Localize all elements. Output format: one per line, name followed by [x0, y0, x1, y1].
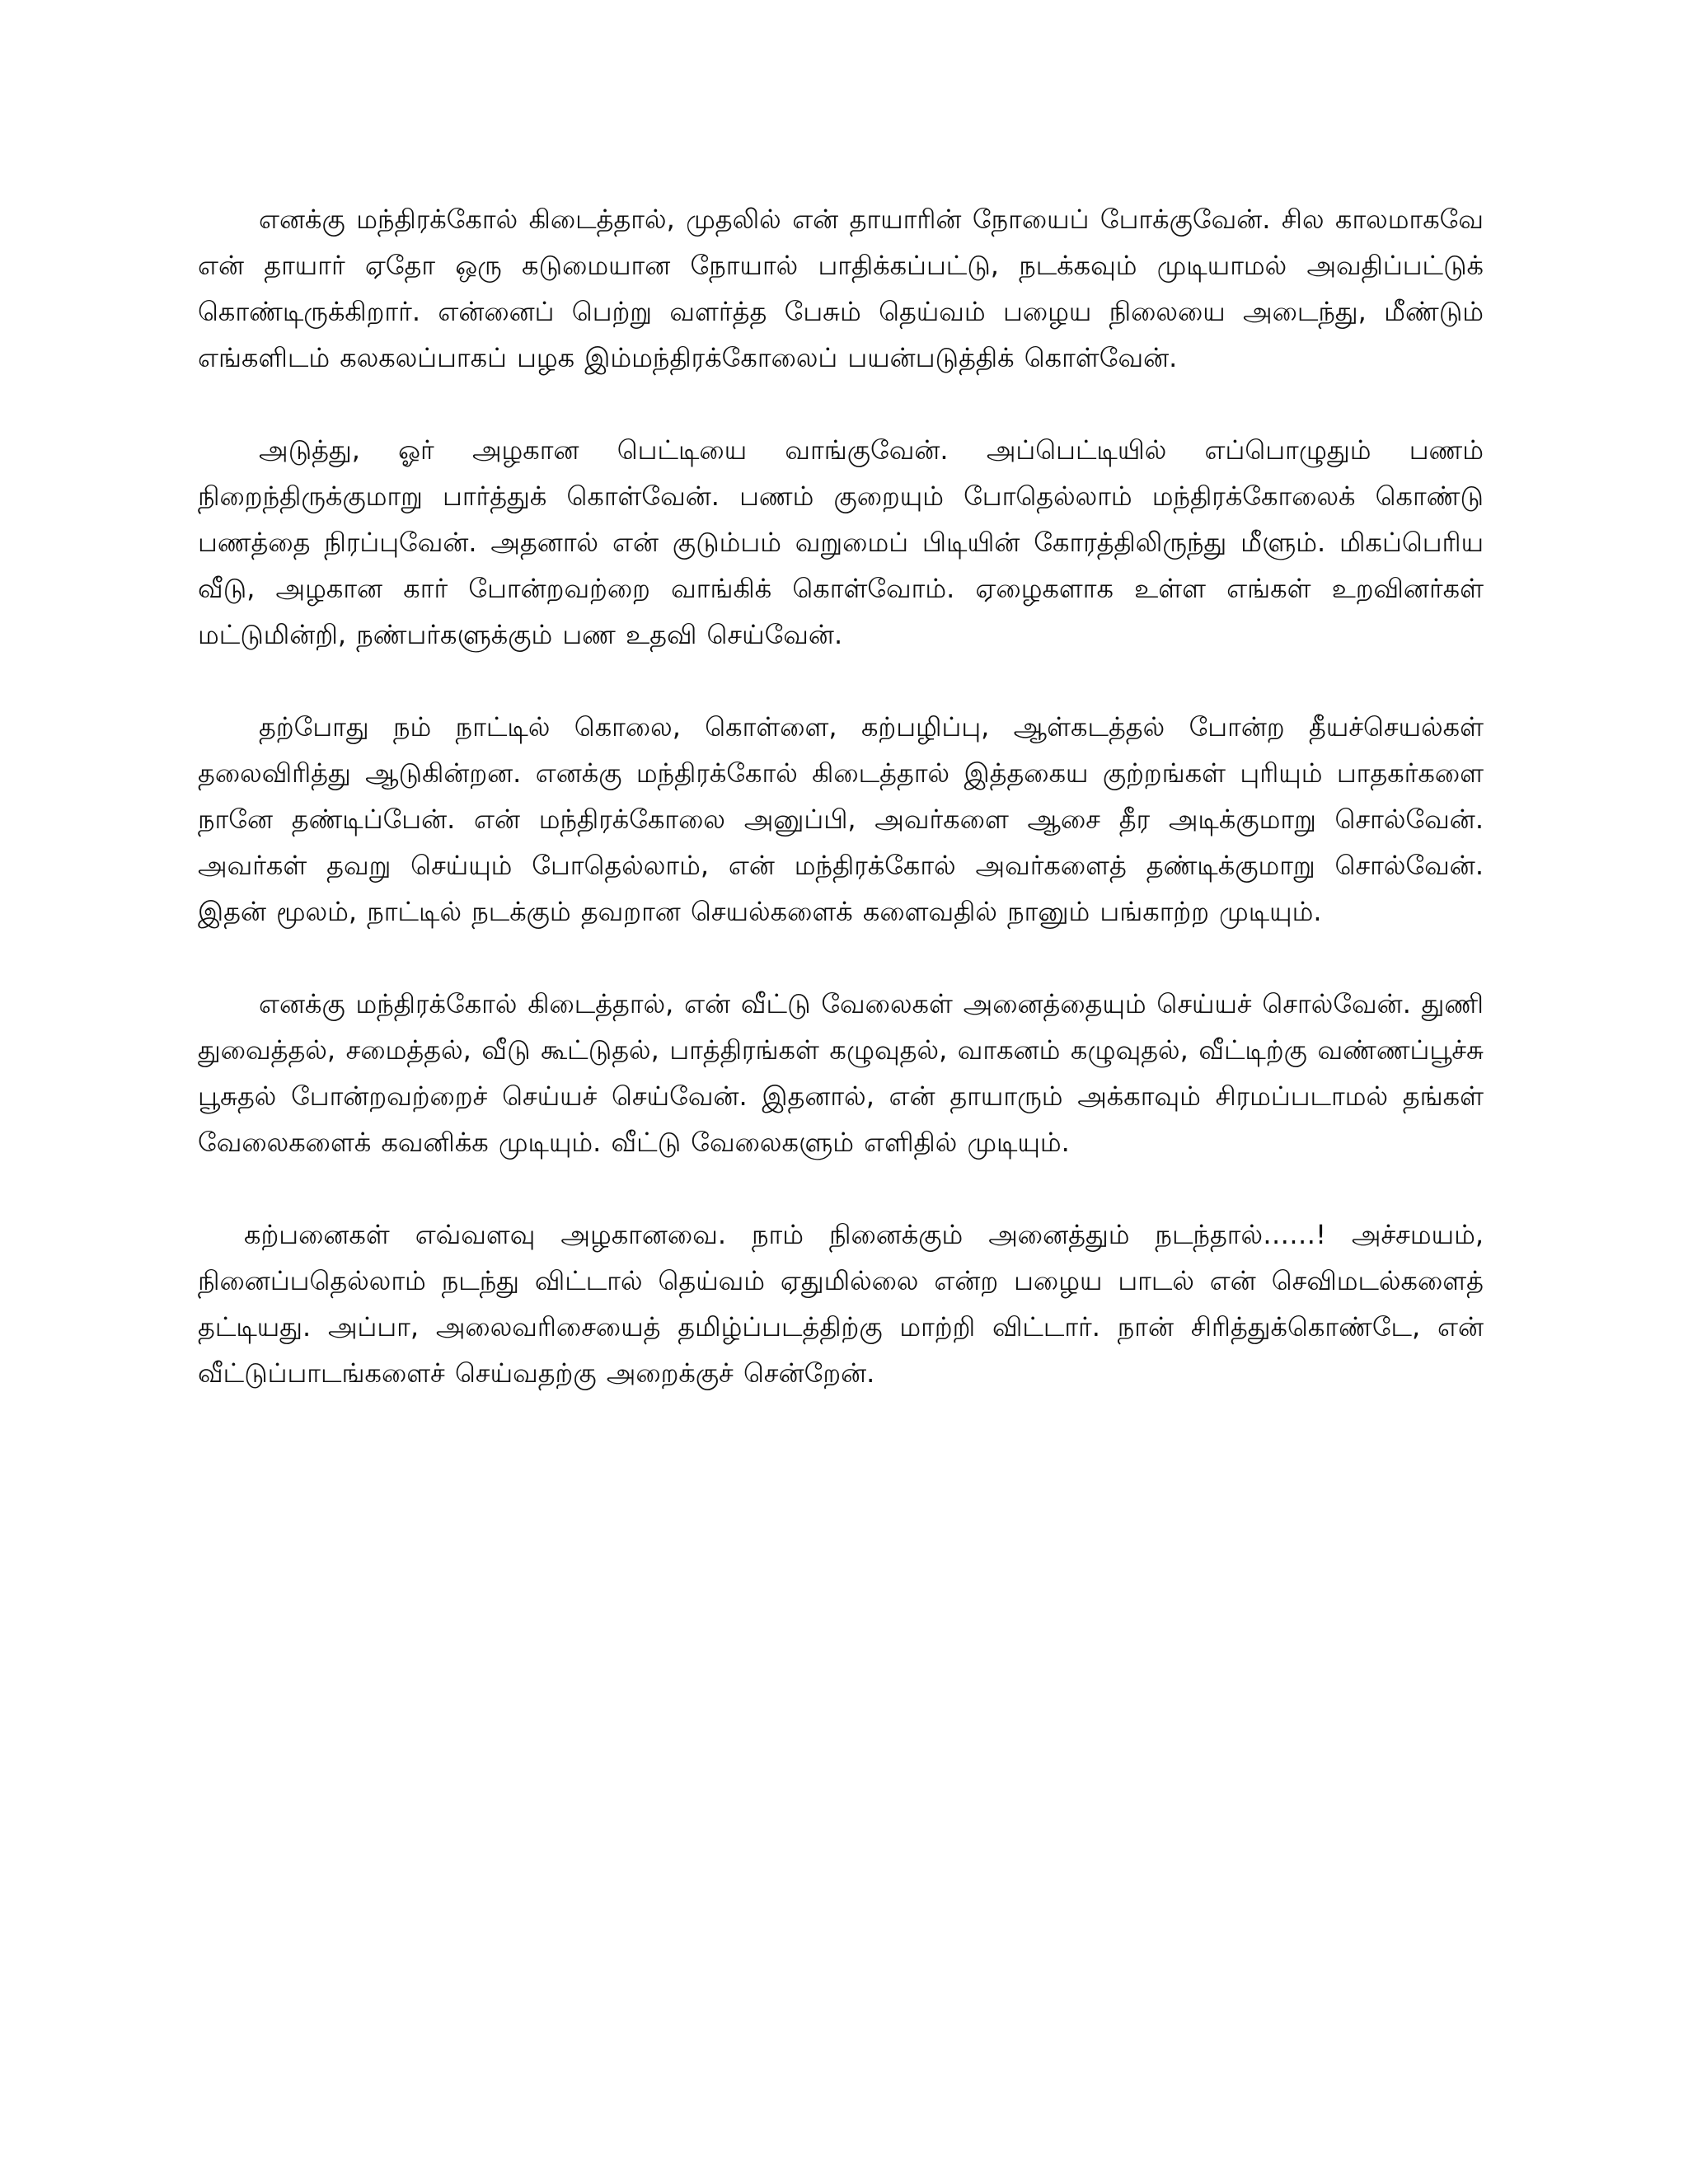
document-body	[198, 196, 1484, 1396]
paragraph-wish-mother-health: எனக்கு மந்திரக்கோல் கிடைத்தால், முதலில் என் தாயாரின் நோயைப் போக்குவேன். சில காலமாகவே என் தாயார் ஏதோ ஒரு கடுமையான நோயால் பாதிக்கப்பட்டு, நடக்கவும் முடியாமல் அவதிப்பட்டுக் கொண்டிருக்கிறார். என்னைப் பெற்று வளர்த்த பேசும் தெய்வம் பழைய நிலையை அடைந்து, மீண்டும் எங்களிடம் கலகலப்பாகப் பழக இம்மந்திரக்கோலைப் பயன்படுத்திக் கொள்வேன்.	[198, 204, 1484, 373]
paragraph-conclusion: கற்பனைகள் எவ்வளவு அழகானவை. நாம் நினைக்கும் அனைத்தும் நடந்தால்……! அச்சமயம், நினைப்பதெல்லாம் நடந்து விட்டால் தெய்வம் ஏதுமில்லை என்ற பழைய பாடல் என் செவிமடல்களைத் தட்டியது. அப்பா, அலைவரிசையைத் தமிழ்ப்படத்திற்கு மாற்றி விட்டார். நான் சிரித்துக்கொண்டே, என் வீட்டுப்பாடங்களைச் செய்வதற்கு அறைக்குச் சென்றேன்.	[198, 1219, 1484, 1389]
paragraph-wish-housework: எனக்கு மந்திரக்கோல் கிடைத்தால், என் வீட்டு வேலைகள் அனைத்தையும் செய்யச் சொல்வேன். துணி துவைத்தல், சமைத்தல், வீடு கூட்டுதல், பாத்திரங்கள் கழுவுதல், வாகனம் கழுவுதல், வீட்டிற்கு வண்ணப்பூச்சு பூசுதல் போன்றவற்றைச் செய்யச் செய்வேன். இதனால், என் தாயாரும் அக்காவும் சிரமப்படாமல் தங்கள் வேலைகளைக் கவனிக்க முடியும். வீட்டு வேலைகளும் எளிதில் முடியும்.	[198, 988, 1484, 1158]
paragraph-wish-punish-criminals: தற்போது நம் நாட்டில் கொலை, கொள்ளை, கற்பழிப்பு, ஆள்கடத்தல் போன்ற தீயச்செயல்கள் தலைவிரித்து ஆடுகின்றன. எனக்கு மந்திரக்கோல் கிடைத்தால் இத்தகைய குற்றங்கள் புரியும் பாதகர்களை நானே தண்டிப்பேன். என் மந்திரக்கோலை அனுப்பி, அவர்களை ஆசை தீர அடிக்குமாறு சொல்வேன். அவர்கள் தவறு செய்யும் போதெல்லாம், என் மந்திரக்கோல் அவர்களைத் தண்டிக்குமாறு சொல்வேன். இதன் மூலம், நாட்டில் நடக்கும் தவறான செயல்களைக் களைவதில் நானும் பங்காற்ற முடியும்.	[198, 711, 1484, 927]
paragraph-wish-money-box: அடுத்து, ஓர் அழகான பெட்டியை வாங்குவேன். அப்பெட்டியில் எப்பொழுதும் பணம் நிறைந்திருக்குமாறு பார்த்துக் கொள்வேன். பணம் குறையும் போதெல்லாம் மந்திரக்கோலைக் கொண்டு பணத்தை நிரப்புவேன். அதனால் என் குடும்பம் வறுமைப் பிடியின் கோரத்திலிருந்து மீளும். மிகப்பெரிய வீடு, அழகான கார் போன்றவற்றை வாங்கிக் கொள்வோம். ஏழைகளாக உள்ள எங்கள் உறவினர்கள் மட்டுமின்றி, நண்பர்களுக்கும் பண உதவி செய்வேன்.	[198, 434, 1484, 650]
